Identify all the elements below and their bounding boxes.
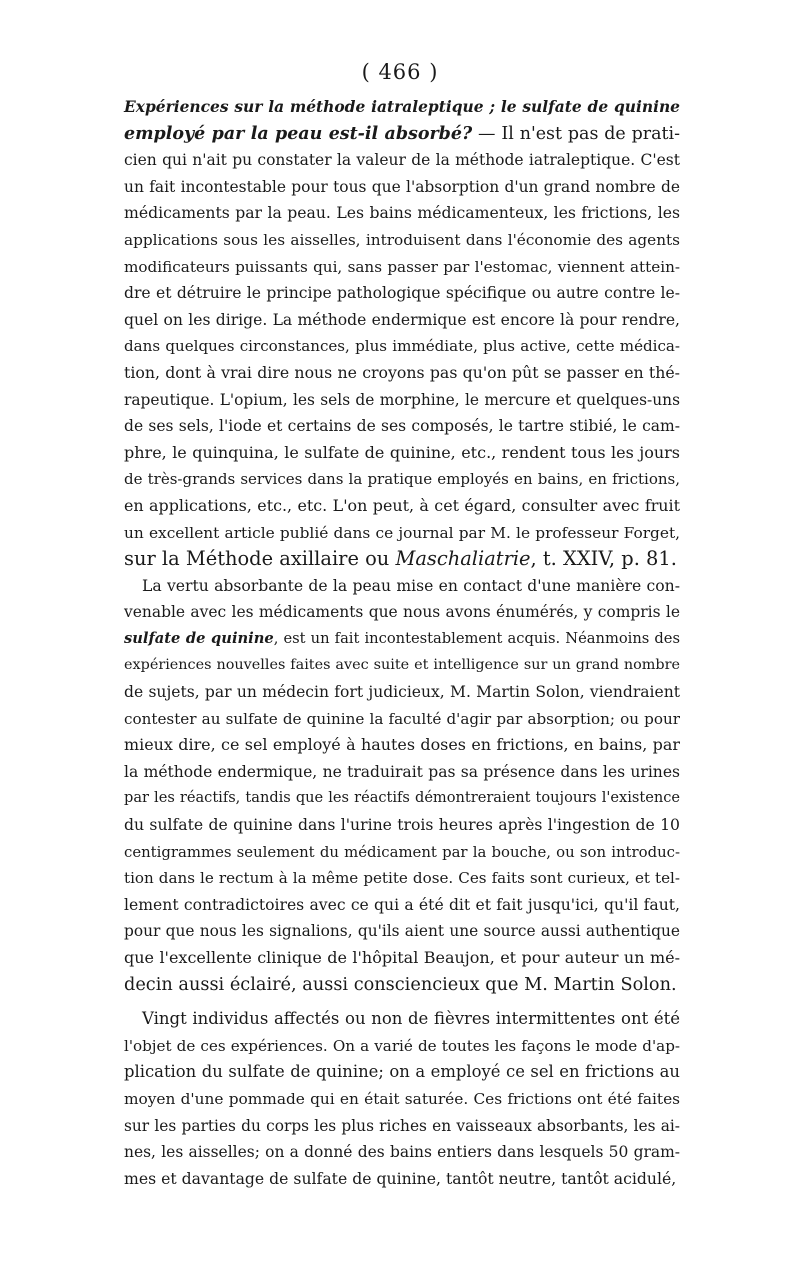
text-segment: La vertu absorbante de la peau mise en contact d'une manière con-: [142, 576, 680, 595]
text-line: [124, 520, 680, 547]
page-number: ( 466 ): [361, 60, 439, 84]
text-segment: lement contradictoires avec ce qui a été dit et fait jusqu'ici, qu'il faut,: [124, 895, 680, 914]
text-segment: en applications, etc., etc. L'on peut, à cet égard, consulter avec fruit: [124, 495, 680, 515]
text-segment: pour que nous les signalions, qu'ils aient une source aussi authentique: [124, 922, 680, 941]
text-line: [124, 307, 680, 334]
text-line: [124, 972, 680, 999]
text-segment: venable avec les médicaments que nous avons énumérés, y compris le: [124, 603, 680, 622]
text-line: [124, 652, 680, 679]
text-segment: contester au sulfate de quinine la faculté d'agir par absorption; ou pour: [124, 709, 680, 728]
text-line: [124, 1006, 680, 1033]
text-line: [124, 280, 680, 307]
text-segment: applications sous les aisselles, introduisent dans l'économie des agents: [124, 230, 680, 249]
text-segment: rapeutique. L'opium, les sels de morphine, le mercure et quelques-uns: [124, 390, 680, 409]
text-line: [124, 599, 680, 626]
text-line: [124, 174, 680, 201]
paragraph: [124, 94, 680, 573]
text-segment: , t. XXIV, p. 81.: [530, 547, 677, 571]
text-segment: modificateurs puissants qui, sans passer par l'estomac, viennent attein-: [124, 257, 680, 276]
text-segment: mes et davantage de sulfate de quinine, tantôt neutre, tantôt acidulé,: [124, 1168, 677, 1188]
text-line: [124, 1166, 680, 1193]
text-segment: dans quelques circonstances, plus immédiate, plus active, cette médica-: [124, 337, 680, 356]
text-line: [124, 413, 680, 440]
text-segment: phre, le quinquina, le sulfate de quinine, etc., rendent tous les jours: [124, 442, 680, 462]
emphasized-text: employé par la peau est-il absorbé?: [124, 123, 473, 144]
text-line: [124, 865, 680, 892]
text-segment: plication du sulfate de quinine; on a employé ce sel en frictions au: [124, 1062, 680, 1082]
text-line: [124, 732, 680, 759]
text-segment: de sujets, par un médecin fort judicieux, M. Martin Solon, viendraient: [124, 683, 680, 702]
text-line: [124, 1059, 680, 1086]
text-segment: par les réactifs, tandis que les réactifs démontreraient toujours l'existence: [124, 789, 680, 807]
paragraph: [124, 573, 680, 999]
text-line: [124, 679, 680, 706]
text-segment: decin aussi éclairé, aussi consciencieux que M. Martin Solon.: [124, 974, 677, 995]
text-line: [124, 1139, 680, 1166]
text-segment: de ses sels, l'iode et certains de ses composés, le tartre stibié, le cam-: [124, 417, 680, 436]
text-line: [124, 333, 680, 360]
text-segment: de très-grands services dans la pratique employés en bains, en frictions,: [124, 470, 680, 489]
text-line: [124, 360, 680, 387]
text-line: [124, 121, 680, 148]
text-line: [124, 918, 680, 945]
text-line: [124, 573, 680, 600]
text-segment: la méthode endermique, ne traduirait pas sa présence dans les urines: [124, 762, 680, 781]
text-line: [124, 493, 680, 520]
text-segment: un fait incontestable pour tous que l'absorption d'un grand nombre de: [124, 177, 680, 196]
text-segment: tion dans le rectum à la même petite dose. Ces faits sont curieux, et tel-: [124, 869, 680, 888]
emphasized-text: sulfate de quinine: [124, 629, 274, 647]
text-segment: sur la Méthode axillaire ou: [124, 547, 396, 571]
text-line: [124, 147, 680, 174]
text-line: [124, 440, 680, 467]
text-line: [124, 387, 680, 414]
text-segment: centigrammes seulement du médicament par la bouche, ou son introduc-: [124, 842, 680, 861]
text-segment: tion, dont à vrai dire nous ne croyons pas qu'on pût se passer en thé-: [124, 362, 680, 382]
text-line: [124, 1033, 680, 1060]
text-segment: sur les parties du corps les plus riches en vaisseaux absorbants, les ai-: [124, 1116, 680, 1135]
text-segment: un excellent article publié dans ce journal par M. le professeur Forget,: [124, 523, 680, 542]
text-line: [124, 1113, 680, 1140]
text-segment: du sulfate de quinine dans l'urine trois heures après l'ingestion de 10: [124, 815, 680, 835]
text-segment: nes, les aisselles; on a donné des bains entiers dans lesquels 50 gram-: [124, 1143, 680, 1162]
paragraph-gap: [124, 998, 680, 1006]
text-segment: Vingt individus affectés ou non de fièvres intermittentes ont été: [142, 1009, 680, 1029]
text-segment: dre et détruire le principe pathologique spécifique ou autre contre le-: [124, 284, 680, 303]
text-segment: mieux dire, ce sel employé à hautes doses en frictions, en bains, par: [124, 735, 680, 755]
text-line: [124, 945, 680, 972]
text-line: [124, 227, 680, 254]
text-line: [124, 706, 680, 733]
text-segment: expériences nouvelles faites avec suite et intelligence sur un grand nombre: [124, 657, 680, 674]
emphasized-text: Expériences sur la méthode iatraleptique ; le sulfate de quinine: [124, 97, 680, 116]
text-line: [124, 626, 680, 653]
text-segment: que l'excellente clinique de l'hôpital Beaujon, et pour auteur un mé-: [124, 948, 680, 967]
text-segment: médicaments par la peau. Les bains médicamenteux, les frictions, les: [124, 203, 680, 223]
text-line: [124, 812, 680, 839]
text-segment: quel on les dirige. La méthode endermique est encore là pour rendre,: [124, 310, 680, 329]
text-line: [124, 759, 680, 786]
emphasized-text: Maschaliatrie: [395, 547, 531, 571]
text-segment: — Il n'est pas de prati-: [472, 123, 680, 144]
text-line: [124, 546, 680, 573]
text-segment: l'objet de ces expériences. On a varié de toutes les façons le mode d'ap-: [124, 1036, 680, 1055]
paragraph: [124, 1006, 680, 1192]
text-segment: , est un fait incontestablement acquis. Néanmoins des: [273, 629, 681, 647]
text-line: [124, 839, 680, 866]
text-line: [124, 892, 680, 919]
text-line: [124, 785, 680, 812]
text-line: [124, 254, 680, 281]
text-line: [124, 466, 680, 493]
text-line: [124, 200, 680, 227]
body-text: [124, 94, 680, 1192]
text-segment: cien qui n'ait pu constater la valeur de la méthode iatraleptique. C'est: [124, 151, 680, 170]
text-segment: moyen d'une pommade qui en était saturée. Ces frictions ont été faites: [124, 1089, 680, 1108]
text-line: [124, 94, 680, 121]
text-line: [124, 1086, 680, 1113]
